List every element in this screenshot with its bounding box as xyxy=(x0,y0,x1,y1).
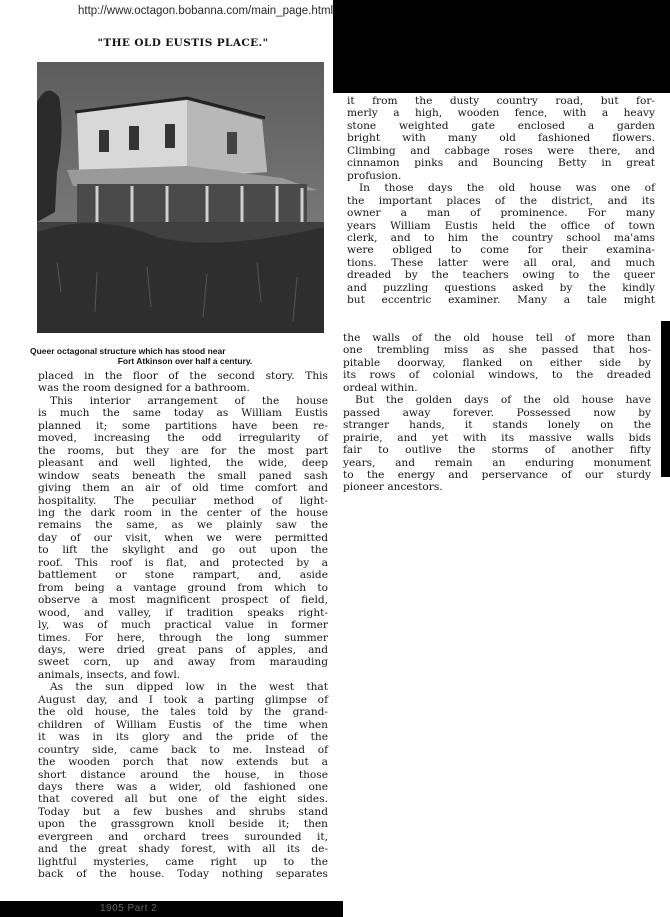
text-line: wood, and valley, if tradition speaks right- xyxy=(38,606,328,619)
text-line: giving them an air of old time comfort and xyxy=(38,482,328,495)
article-column-left xyxy=(38,370,328,881)
text-line: August day, and I took a parting glimpse of xyxy=(38,693,328,706)
text-line: ordeal within. xyxy=(343,381,418,394)
text-line: day of our visit, when we were permitted xyxy=(38,531,328,544)
text-line: remains the same, as we plainly saw the xyxy=(38,519,328,532)
text-line: it from the dusty country road, but for- xyxy=(347,95,655,107)
text-line: window seats beneath the small paned sash xyxy=(38,469,328,482)
text-line: tions. These latter were all oral, and much xyxy=(347,256,655,269)
text-line: to lift the skylight and go out upon the xyxy=(38,544,328,557)
text-line: were obliged to come for their examina- xyxy=(347,244,655,257)
text-line: years William Eustis held the office of town xyxy=(347,219,655,232)
text-line: sweet corn, up and away from marauding xyxy=(38,656,328,669)
caption-line-2: Fort Atkinson over half a century. xyxy=(117,356,253,366)
text-line: and puzzling questions asked by the kindly xyxy=(347,281,655,294)
source-url: http://www.octagon.bobanna.com/main_page.html xyxy=(78,5,334,17)
footer-label: 1905 Part 2 xyxy=(100,903,158,914)
text-line: children of William Eustis of the time when xyxy=(38,718,328,731)
text-line: the important places of the district, and its xyxy=(347,194,655,207)
house-photo xyxy=(37,62,324,333)
text-line: the walls of the old house tell of more than xyxy=(343,332,651,344)
text-line: Today but a few bushes and shrubs stand xyxy=(38,805,328,818)
text-line: But the golden days of the old house have xyxy=(355,394,651,407)
text-line: the old house, the tales told by the grand- xyxy=(38,706,328,719)
text-line: is much the same today as William Eustis xyxy=(38,407,328,420)
text-line: owner a man of prominence. For many xyxy=(347,207,655,220)
text-line: stranger hands, it stands lonely on the xyxy=(343,419,651,432)
text-line: pioneer ancestors. xyxy=(343,481,443,494)
text-line: one trembling miss as she passed that hos- xyxy=(343,344,651,357)
text-line: to the energy and perservance of our sturdy xyxy=(343,468,651,481)
text-line: passed away forever. Possessed now by xyxy=(343,406,651,419)
text-line: times. For here, through the long summer xyxy=(38,631,328,644)
text-line: roof. This roof is flat, and protected by a xyxy=(38,556,328,569)
article-headline: "THE OLD EUSTIS PLACE." xyxy=(97,37,269,49)
text-line: dreaded by the teachers owing to the queer xyxy=(347,269,655,282)
text-line: short distance around the house, in those xyxy=(38,768,328,781)
article-column-right-top xyxy=(347,95,655,307)
caption-line-1: Queer octagonal structure which has stood near xyxy=(30,346,226,356)
text-line: hospitality. The peculiar method of light- xyxy=(38,494,328,507)
text-line: bright with many old fashioned flowers. xyxy=(347,132,655,145)
text-line: from being a vantage ground from which to xyxy=(38,581,328,594)
text-line: battlement or stone rampart, and, aside xyxy=(38,569,328,582)
text-line: prairie, and yet with its massive walls bids xyxy=(343,431,651,444)
text-line: profusion. xyxy=(347,169,402,182)
text-line: pitable doorway, flanked on either side by xyxy=(343,356,651,369)
text-line: but eccentric examiner. Many a tale might xyxy=(347,294,655,307)
text-line: moved, increasing the odd irregularity of xyxy=(38,432,328,445)
margin-bar xyxy=(661,321,670,477)
article-column-right-bottom xyxy=(343,332,651,494)
redaction-block-top xyxy=(333,0,670,93)
text-line: back of the house. Today nothing separates xyxy=(38,868,328,881)
text-line: ly, was of much practical value in former xyxy=(38,619,328,632)
text-line: stone weighted gate enclosed a garden xyxy=(347,119,655,132)
text-line: placed in the floor of the second story. This xyxy=(38,370,328,382)
text-line: cinnamon pinks and Bouncing Betty in great xyxy=(347,157,655,170)
text-line: that covered all but one of the eight sides. xyxy=(38,793,328,806)
text-line: observe a most magnificent prospect of field, xyxy=(38,594,328,607)
text-line: animals, insects, and fowl. xyxy=(38,668,181,681)
text-line: As the sun dipped low in the west that xyxy=(50,681,328,694)
text-line: the wooden porch that now extends but a xyxy=(38,756,328,769)
text-line: Climbing and cabbage roses were there, and xyxy=(347,144,655,157)
text-line: its rows of colonial windows, to the dreaded xyxy=(343,369,651,382)
text-line: evergreen and orchard trees surounded it, xyxy=(38,830,328,843)
redaction-block-bottom xyxy=(0,901,343,917)
text-line: days there was a wider, old fashioned one xyxy=(38,780,328,793)
text-line: it was in its glory and the pride of the xyxy=(38,731,328,744)
text-line: clerk, and to him the country school ma'ams xyxy=(347,231,655,244)
text-line: fair to outlive the storms of another fifty xyxy=(343,444,651,457)
text-line: lightful mysteries, came right up to the xyxy=(38,855,328,868)
text-line: years, and remain an enduring monument xyxy=(343,456,651,469)
text-line: country side, came back to me. Instead of xyxy=(38,743,328,756)
photo-caption xyxy=(30,346,330,366)
text-line: ing the dark room in the center of the house xyxy=(38,506,328,519)
text-line: pleasant and well lighted, the wide, deep xyxy=(38,457,328,470)
text-line: days, were dried great pans of apples, and xyxy=(38,643,328,656)
octagon-house-image xyxy=(37,62,324,333)
text-line: upon the grassgrown knoll beside it; then xyxy=(38,818,328,831)
text-line: the rooms, but they are for the most part xyxy=(38,444,328,457)
text-line: planned it; some partitions have been re- xyxy=(38,419,328,432)
text-line: This interior arrangement of the house xyxy=(50,394,328,407)
text-line: In those days the old house was one of xyxy=(359,182,655,195)
text-line: and the great shady forest, with all its de- xyxy=(38,843,328,856)
text-line: merly a high, wooden fence, with a heavy xyxy=(347,107,655,120)
text-line: was the room designed for a bathroom. xyxy=(38,382,250,395)
